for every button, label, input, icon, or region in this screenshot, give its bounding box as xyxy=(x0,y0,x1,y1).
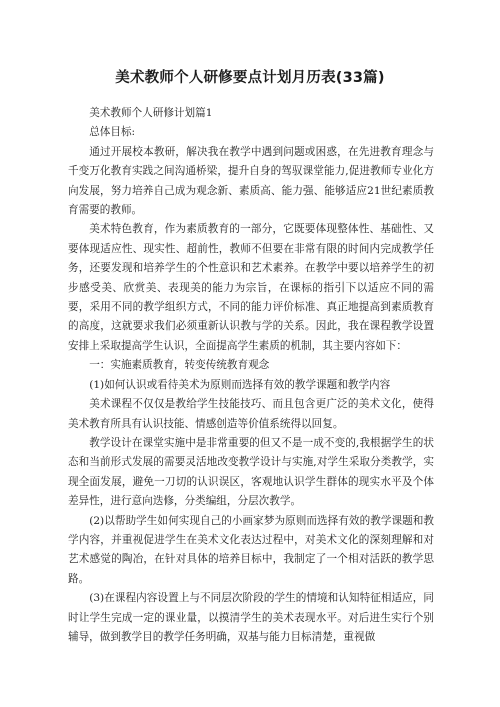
paragraph: 美术课程不仅仅是教给学生技能技巧、而且包含更广泛的美术文化，使得美术教育所具有认识技能、情感创造等价值系统得以回复。 xyxy=(68,398,434,430)
paragraph: (2)以帮助学生如何实现自己的小画家梦为原则而选择有效的教学课题和教学内容，并重视促进学生在美术文化表达过程中，对美术文化的深刻理解和对艺术感觉的陶冶，在针对具体的培养目标中，我制定了一个相对活跃的教学思路。 xyxy=(68,514,434,585)
subsection-heading: 一：实施素质教育，转变传统教育观念 xyxy=(89,359,270,372)
section-heading: 美术教师个人研修计划篇1 xyxy=(89,107,213,119)
paragraph: (3)在课程内容设置上与不同层次阶段的学生的情境和认知特征相适应，同时让学生完成一定的课业量，以摸清学生的美术表现水平。对后进生实行个别辅导，做到教学目的教学任务明确，双基与能力目标清楚，重视做 xyxy=(68,592,434,643)
goal-label: 总体目标: xyxy=(89,126,136,139)
paragraph: 教学设计在课堂实施中是非常重要的但又不是一成不变的,我根据学生的状态和当前形式发展的需要灵活地改变教学设计与实施,对学生采取分类教学，实现全面发展，避免一刀切的认识误区，客观地认识学生群体的现实水平及个体差异性，进行意向迭修，分类编组，分层次教学。 xyxy=(68,436,434,508)
paragraph: (1)如何认识或看待美术为原则而选择有效的教学课题和教学内容 xyxy=(89,378,391,391)
paragraph: 美术特色教育，作为素质教育的一部分，它既要体现整体性、基础性、又要体现适应性、现实性、超前性，教师不但要在非常有限的时间内完成教学任务，还要发现和培养学生的个性意识和艺术素养。在教学中要以培养学生的初步感受美、欣赏美、表现美的能力为宗旨，在课标的指引下以适应不同的需要，采用不同的教学组织方式，不同的能力评价标准、真正地提高到素质教育的高度，这就要求我们必须重新认识教与学的关系。因此，我在课程教学设置安排上采取提高学生认识，全面提高学生素质的机制，其主要内容如下： xyxy=(68,223,434,352)
paragraph: 通过开展校本教研，解决我在教学中遇到问题或困惑，在先进教育理念与千变万化教育实践之间沟通桥梁，提升自身的驾驭课堂能力,促进教师专业化方向发展，努力培养自己成为观念新、素质高、能力强、能够适应21世纪素质教育需要的教师。 xyxy=(68,145,434,217)
document-title: 美术教师个人研修要点计划月历表(33篇) xyxy=(115,70,385,86)
document-body xyxy=(68,104,434,647)
